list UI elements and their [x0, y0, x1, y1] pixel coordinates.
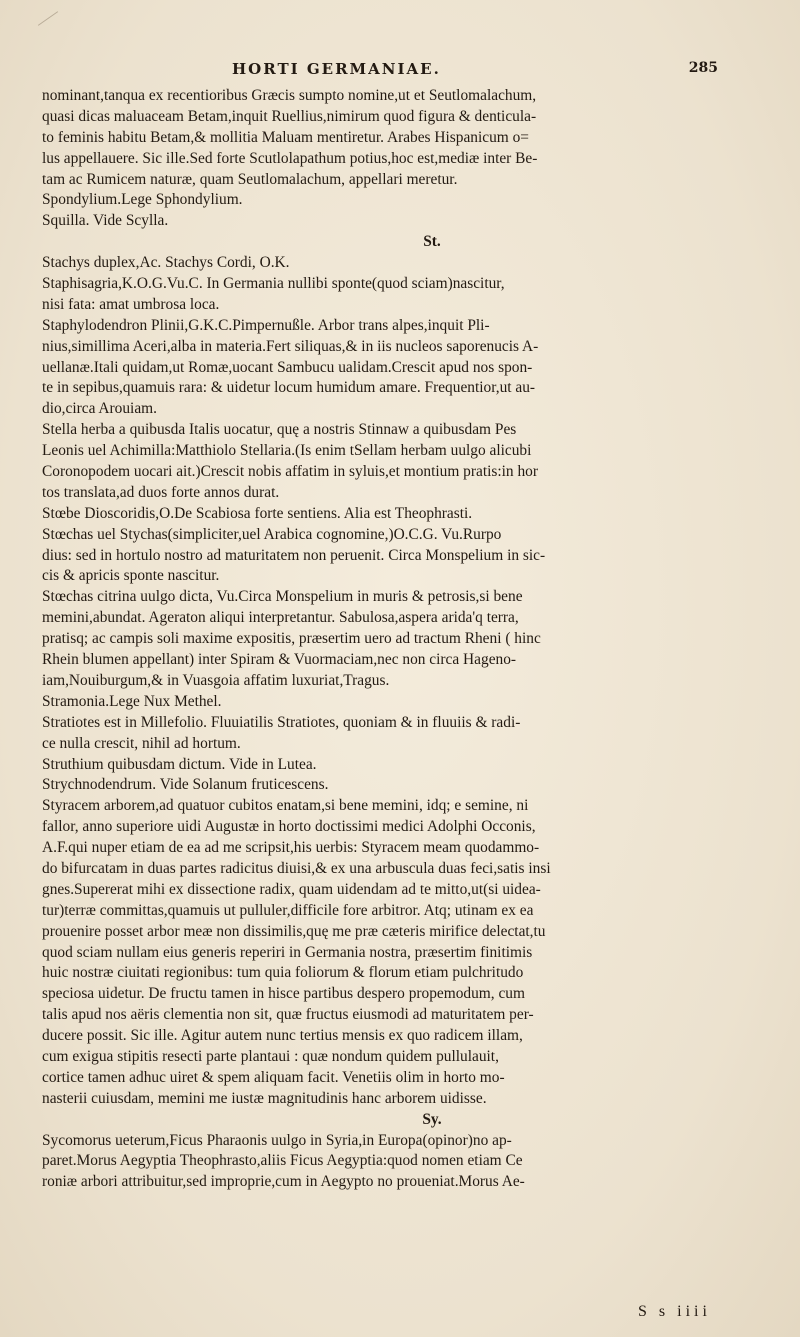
text-line: ducere possit. Sic ille. Agitur autem nunc tertius mensis ex quo radicem illam,: [42, 1027, 523, 1045]
text-line: Rhein blumen appellant) inter Spiram & Vuormaciam,nec non circa Hageno-: [42, 651, 517, 669]
entry-line: Stœchas uel Stychas(simpliciter,uel Arabica cognomine,)O.C.G. Vu.Rurpo: [42, 525, 502, 543]
entry-line: Sycomorus ueterum,Ficus Pharaonis uulgo in Syria,in Europa(opinor)no ap-: [42, 1131, 512, 1149]
text-line: gnes.Supererat mihi ex dissectione radix, quam uidendam ad te mitto,ut(si uidea-: [42, 880, 541, 898]
text-line: huic nostræ ciuitati regionibus: tum quia foliorum & florum etiam pulchritudo: [42, 964, 524, 982]
text-line: iam,Nouiburgum,& in Vuasgoia affatim luxuriat,Tragus.: [42, 671, 390, 689]
text-line: cum exigua stipitis resecti parte plantaui : quæ nondum quidem pullulauit,: [42, 1047, 499, 1065]
entry-line: Stœchas citrina uulgo dicta, Vu.Circa Monspelium in muris & petrosis,si bene: [42, 588, 523, 606]
entry-line: Struthium quibusdam dictum. Vide in Lutea.: [42, 755, 317, 773]
text-line: cortice tamen adhuc uiret & spem aliquam facit. Venetiis olim in horto mo-: [42, 1068, 505, 1086]
pencil-mark: [38, 11, 58, 26]
text-line: nisi fata: amat umbrosa loca.: [42, 295, 220, 313]
text-line: Leonis uel Achimilla:Matthiolo Stellaria.(Is enim tSellam herbam uulgo alicubi: [42, 442, 532, 460]
text-line: tur)terræ committas,quamuis ut pulluler,difficile fore arbitror. Atq; utinam ex ea: [42, 901, 534, 919]
entry-line: Strychnodendrum. Vide Solanum fruticescens.: [42, 776, 329, 794]
text-line: tam ac Rumicem naturæ, quam Seutlomalachum, appellari meretur.: [42, 170, 458, 188]
text-line: uellanæ.Itali quidam,ut Romæ,uocant Sambucu ualidam.Crescit apud nos spon-: [42, 358, 533, 376]
entry-line: Stramonia.Lege Nux Methel.: [42, 692, 222, 710]
text-line: memini,abundat. Ageraton aliqui interpretantur. Sabulosa,aspera arida'q terra,: [42, 609, 519, 627]
text-line: prouenire posset arbor meæ non dissimilis,quę me præ cæteris mirifice delectat,tu: [42, 922, 546, 940]
text-line: talis apud nos aëris clementia non sit, quæ fructus eiusmodi ad maturitatem per-: [42, 1006, 534, 1024]
text-line: nominant,tanqua ex recentioribus Græcis sumpto nomine,ut et Seutlomalachum,: [42, 87, 537, 104]
text-line: dius: sed in hortulo nostro ad maturitatem non peruenit. Circa Monspelium in sic-: [42, 546, 546, 564]
page-number: 285: [688, 60, 718, 76]
text-line: nasterii cuiusdam, memini me iustæ magnitudinis hanc arborem uidisse.: [42, 1089, 487, 1107]
entry-line: Staphisagria,K.O.G.Vu.C. In Germania nullibi sponte(quod sciam)nascitur,: [42, 275, 505, 293]
text-line: nius,simillima Aceri,alba in materia.Fert siliquas,& in iis nucleos saporenucis A-: [42, 337, 539, 355]
text-line: to feminis habitu Betam,& mollitia Maluam mentiretur. Arabes Hispanicum o=: [42, 128, 529, 146]
signature-mark: S s iiii: [638, 1303, 711, 1320]
entry-line: Stachys duplex,Ac. Stachys Cordi, O.K.: [42, 254, 290, 272]
text-line: cis & apricis sponte nascitur.: [42, 567, 220, 585]
text-line: do bifurcatam in duas partes radicitus diuisi,& ex una arbuscula duas feci,satis insi: [42, 859, 551, 877]
entry-line: Stella herba a quibusda Italis uocatur, quę a nostris Stinnaw a quibusdam Pes: [42, 421, 517, 439]
text-line: fallor, anno superiore uidi Augustæ in horto doctissimi medici Adolphi Occonis,: [42, 818, 536, 836]
text-line: paret.Morus Aegyptia Theophrasto,aliis Ficus Aegyptia:quod nomen etiam Ce: [42, 1152, 523, 1170]
running-title: HORTI GERMANIAE.: [232, 60, 441, 78]
text-line: dio,circa Arouiam.: [42, 400, 157, 418]
body-text: [42, 86, 762, 1193]
page-header: [0, 60, 800, 84]
entry-line: Stœbe Dioscoridis,O.De Scabiosa forte sentiens. Alia est Theophrasti.: [42, 504, 473, 522]
entry-line: Staphylodendron Plinii,G.K.C.Pimpernußle. Arbor trans alpes,inquit Pli-: [42, 316, 490, 334]
entry-line: Spondylium.Lege Sphondylium.: [42, 191, 243, 209]
entry-line: Styracem arborem,ad quatuor cubitos enatam,si bene memini, idq; e semine, ni: [42, 797, 529, 815]
text-line: A.F.qui nuper etiam de ea ad me scripsit,his uerbis: Styracem meam quodammo-: [42, 839, 540, 857]
text-line: roniæ arbori attribuitur,sed improprie,cum in Aegypto no proueniat.Morus Ae-: [42, 1173, 525, 1191]
text-line: lus appellauere. Sic ille.Sed forte Scutlolapathum potius,hoc est,mediæ inter Be-: [42, 149, 538, 167]
entry-line: Squilla. Vide Scylla.: [42, 212, 169, 230]
text-line: pratisq; ac campis soli maxime expositis, præsertim uero ad tractum Rheni ( hinc: [42, 630, 541, 648]
entry-line: Stratiotes est in Millefolio. Fluuiatilis Stratiotes, quoniam & in fluuiis & radi-: [42, 713, 521, 731]
text-line: speciosa uidetur. De fructu tamen in hisce partibus despero propemodum, cum: [42, 985, 525, 1003]
text-line: quod sciam nullam eius generis reperiri in Germania nostra, præsertim finitimis: [42, 943, 533, 961]
section-heading-st: St.: [423, 233, 441, 251]
text-line: Coronopodem uocari ait.)Crescit nobis affatim in syluis,et montium pratis:in hor: [42, 463, 538, 481]
text-line: te in sepibus,quamuis rara: & uidetur locum humidum amare. Frequentior,ut au-: [42, 379, 536, 397]
text-line: ce nulla crescit, nihil ad hortum.: [42, 734, 241, 752]
section-heading-sy: Sy.: [422, 1110, 442, 1128]
text-line: tos translata,ad duos forte annos durat.: [42, 483, 280, 501]
text-line: quasi dicas maluaceam Betam,inquit Ruellius,nimirum quod figura & denticula-: [42, 107, 537, 125]
